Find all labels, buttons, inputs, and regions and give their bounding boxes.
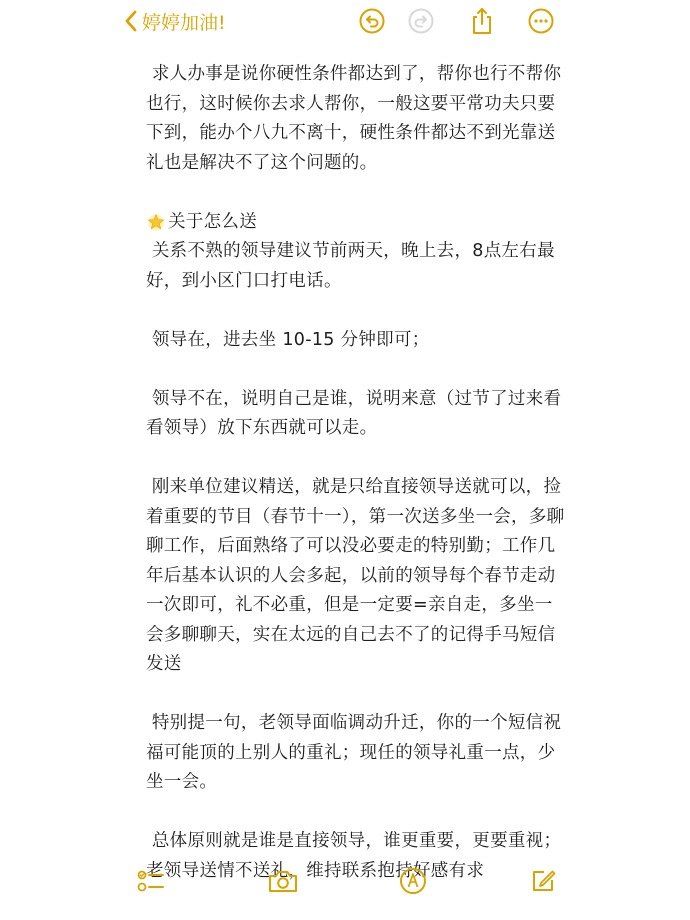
more-icon — [528, 8, 554, 34]
note-heading — [146, 208, 566, 238]
back-button-label: 婷婷加油! — [142, 11, 226, 34]
note-paragraph: 领导不在，说明自己是谁，说明来意（过节了过来看看领导）放下东西就可以走。 — [146, 388, 562, 438]
bottom-toolbar — [0, 858, 690, 902]
more-button[interactable] — [526, 6, 556, 36]
markup-icon — [399, 867, 427, 895]
blank-line — [146, 798, 566, 828]
redo-button[interactable] — [406, 6, 436, 36]
note-paragraph: 关系不熟的领导建议节前两天，晚上去，8点左右最好，到小区门口打电话。 — [146, 241, 555, 291]
checklist-icon — [136, 868, 166, 894]
checklist-button[interactable] — [134, 866, 168, 896]
camera-icon — [267, 868, 299, 894]
navigation-bar — [0, 0, 690, 44]
blank-line — [146, 178, 566, 208]
blank-line — [146, 296, 566, 326]
compose-button[interactable] — [526, 866, 560, 896]
share-icon — [469, 6, 495, 36]
blank-line — [146, 355, 566, 385]
note-paragraph: 求人办事是说你硬性条件都达到了，帮你也行不帮你也行，这时候你去求人帮你，一般这要平常功夫只要下到，能办个八九不离十，硬性条件都达不到光靠送礼也是解决不了这个问题的。 — [146, 64, 562, 173]
markup-button[interactable] — [396, 866, 430, 896]
share-button[interactable] — [467, 6, 497, 36]
undo-button[interactable] — [357, 6, 387, 36]
note-paragraph: 总体原则就是谁是直接领导，谁更重要，更要重视；老领导送情不送礼，维持联系抱持好感有求 — [146, 831, 562, 881]
redo-icon — [408, 8, 434, 34]
camera-button[interactable] — [266, 866, 300, 896]
blank-line — [146, 680, 566, 710]
note-body[interactable] — [146, 60, 566, 886]
note-paragraph: 领导在，进去坐 10-15 分钟即可； — [146, 329, 430, 350]
glowing-star-icon — [146, 212, 166, 232]
note-paragraph: 特别提一句，老领导面临调动升迁，你的一个短信祝福可能顶的上别人的重礼；现任的领导礼重一点，少坐一会。 — [146, 713, 562, 792]
back-button[interactable] — [124, 7, 226, 35]
note-paragraph: 刚来单位建议精送，就是只给直接领导送就可以，捡着重要的节目（春节十一），第一次送多坐一会，多聊聊工作，后面熟络了可以没必要走的特别勤；工作几年后基本认识的人会多起，以前的领导每个春节走动一次即可，礼不必重，但是一定要=亲自走，多坐一会多聊聊天，实在太远的自己去不了的记得手马短信发送 — [146, 477, 565, 674]
compose-icon — [529, 867, 557, 895]
chevron-left-icon — [124, 10, 138, 32]
undo-icon — [359, 8, 385, 34]
note-heading-text: 关于怎么送 — [168, 211, 257, 232]
blank-line — [146, 444, 566, 474]
